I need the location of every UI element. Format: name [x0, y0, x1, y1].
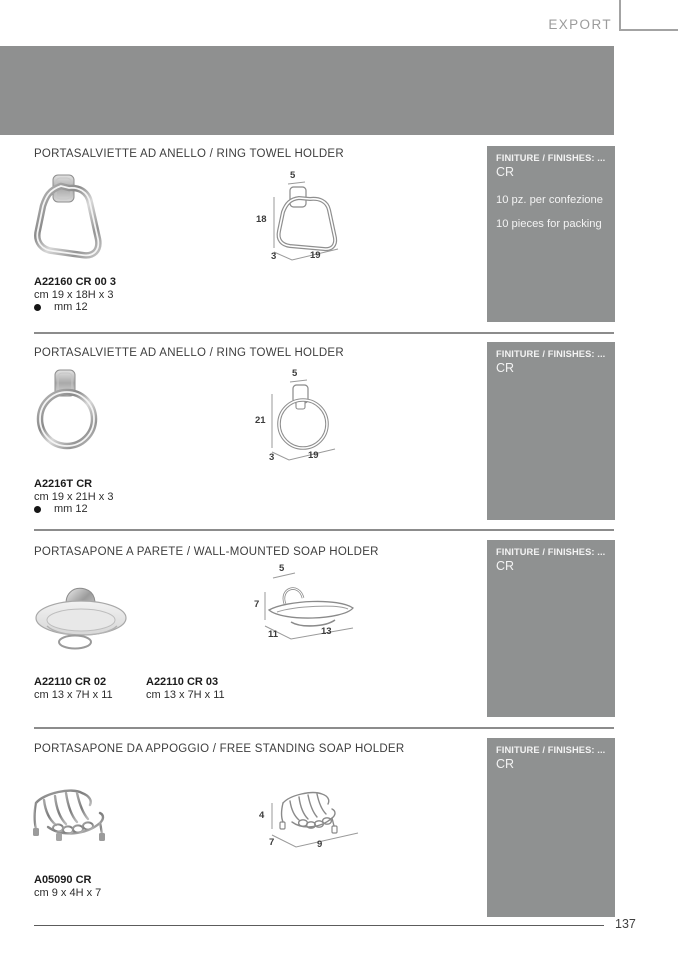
product-code: A22160 CR 00 3	[34, 276, 116, 288]
finish-code: CR	[496, 559, 515, 573]
ring-towel-holder-round-photo	[34, 366, 104, 456]
product-code: A05090 CR	[34, 874, 92, 886]
freestanding-soap-holder-drawing	[248, 777, 363, 862]
finishes-heading: FINITURE / FINISHES: ...	[496, 349, 606, 359]
product-size: cm 9 x 4H x 7	[34, 886, 102, 899]
product-info	[34, 677, 113, 701]
product-size: cm 19 x 18H x 3	[34, 288, 114, 301]
product-info	[34, 479, 113, 516]
finishes-box	[487, 540, 615, 717]
product-info	[34, 277, 116, 314]
product-code: A22110 CR 02	[34, 676, 107, 688]
finish-code: CR	[496, 165, 515, 179]
dim-label-depth: 7	[269, 837, 275, 848]
section-title: PORTASAPONE A PARETE / WALL-MOUNTED SOAP HOLDER	[34, 546, 379, 558]
product-section-wall-soap-holder	[0, 538, 678, 727]
towel-ring-trapezoid-diagram	[252, 168, 352, 268]
finishes-heading: FINITURE / FINISHES: ...	[496, 547, 606, 557]
soap-dish-image	[33, 580, 141, 660]
finishes-box	[487, 146, 615, 322]
finishes-box	[487, 342, 615, 520]
dim-label-height: 4	[259, 810, 265, 821]
dim-label-width: 9	[317, 839, 323, 850]
section-title: PORTASAPONE DA APPOGGIO / FREE STANDING SOAP HOLDER	[34, 743, 405, 755]
dim-label-top-width: 5	[290, 170, 296, 181]
towel-ring-round-diagram	[252, 366, 352, 466]
wire-soap-rack-image	[28, 785, 113, 845]
finishes-heading: FINITURE / FINISHES: ...	[496, 153, 606, 163]
freestanding-soap-holder-photo	[28, 785, 113, 845]
section-divider	[34, 529, 614, 531]
dot-icon	[34, 304, 41, 311]
dot-icon	[34, 506, 41, 513]
dim-label-depth: 11	[268, 629, 279, 640]
product-code: A2216T CR	[34, 478, 93, 490]
dim-label-top-width: 5	[292, 368, 298, 379]
product-section-ring-towel-holder-1	[0, 146, 678, 332]
finish-code: CR	[496, 361, 515, 375]
product-info	[146, 677, 225, 701]
wall-soap-holder-drawing	[253, 560, 363, 650]
finish-code: CR	[496, 757, 515, 771]
ring-towel-holder-photo	[34, 160, 109, 260]
product-section-ring-towel-holder-2	[0, 342, 678, 528]
dim-label-height: 7	[254, 599, 260, 610]
towel-ring-trapezoid-image	[34, 160, 109, 260]
product-size: cm 19 x 21H x 3	[34, 490, 114, 503]
corner-mark	[619, 0, 678, 31]
ring-towel-holder-round-drawing	[252, 366, 352, 466]
export-label: EXPORT	[548, 17, 612, 32]
header-banner-image	[0, 46, 614, 135]
ring-towel-holder-drawing	[252, 168, 352, 268]
section-divider	[34, 727, 614, 729]
product-size: cm 13 x 7H x 11	[146, 688, 225, 701]
product-code: A22110 CR 03	[146, 676, 219, 688]
product-size: cm 13 x 7H x 11	[34, 688, 113, 701]
drill-note	[34, 302, 116, 314]
finishes-box	[487, 738, 615, 917]
drill-note-text: mm 12	[54, 503, 88, 515]
dim-label-top-width: 5	[279, 563, 285, 574]
dim-label-width: 19	[310, 250, 321, 261]
dim-label-width: 19	[308, 450, 319, 461]
product-info	[34, 875, 101, 899]
product-section-freestanding-soap-holder	[0, 737, 678, 917]
wall-soap-holder-photo	[33, 580, 141, 660]
dim-label-height: 21	[255, 415, 266, 426]
packing-line-it: 10 pz. per confezione	[496, 194, 603, 206]
section-title: PORTASALVIETTE AD ANELLO / RING TOWEL HOLDER	[34, 148, 344, 160]
dim-label-depth: 3	[271, 251, 277, 262]
drill-note	[34, 504, 113, 516]
dim-label-height: 18	[256, 214, 267, 225]
section-divider	[34, 332, 614, 334]
footer-rule	[34, 925, 604, 926]
section-title: PORTASALVIETTE AD ANELLO / RING TOWEL HOLDER	[34, 347, 344, 359]
finishes-heading: FINITURE / FINISHES: ...	[496, 745, 606, 755]
dim-label-depth: 3	[269, 452, 275, 463]
packing-line-en: 10 pieces for packing	[496, 218, 602, 230]
drill-note-text: mm 12	[54, 301, 88, 313]
towel-ring-round-image	[34, 366, 104, 456]
wire-soap-rack-diagram	[248, 777, 363, 862]
dim-label-width: 13	[321, 626, 332, 637]
page-number: 137	[615, 917, 636, 931]
